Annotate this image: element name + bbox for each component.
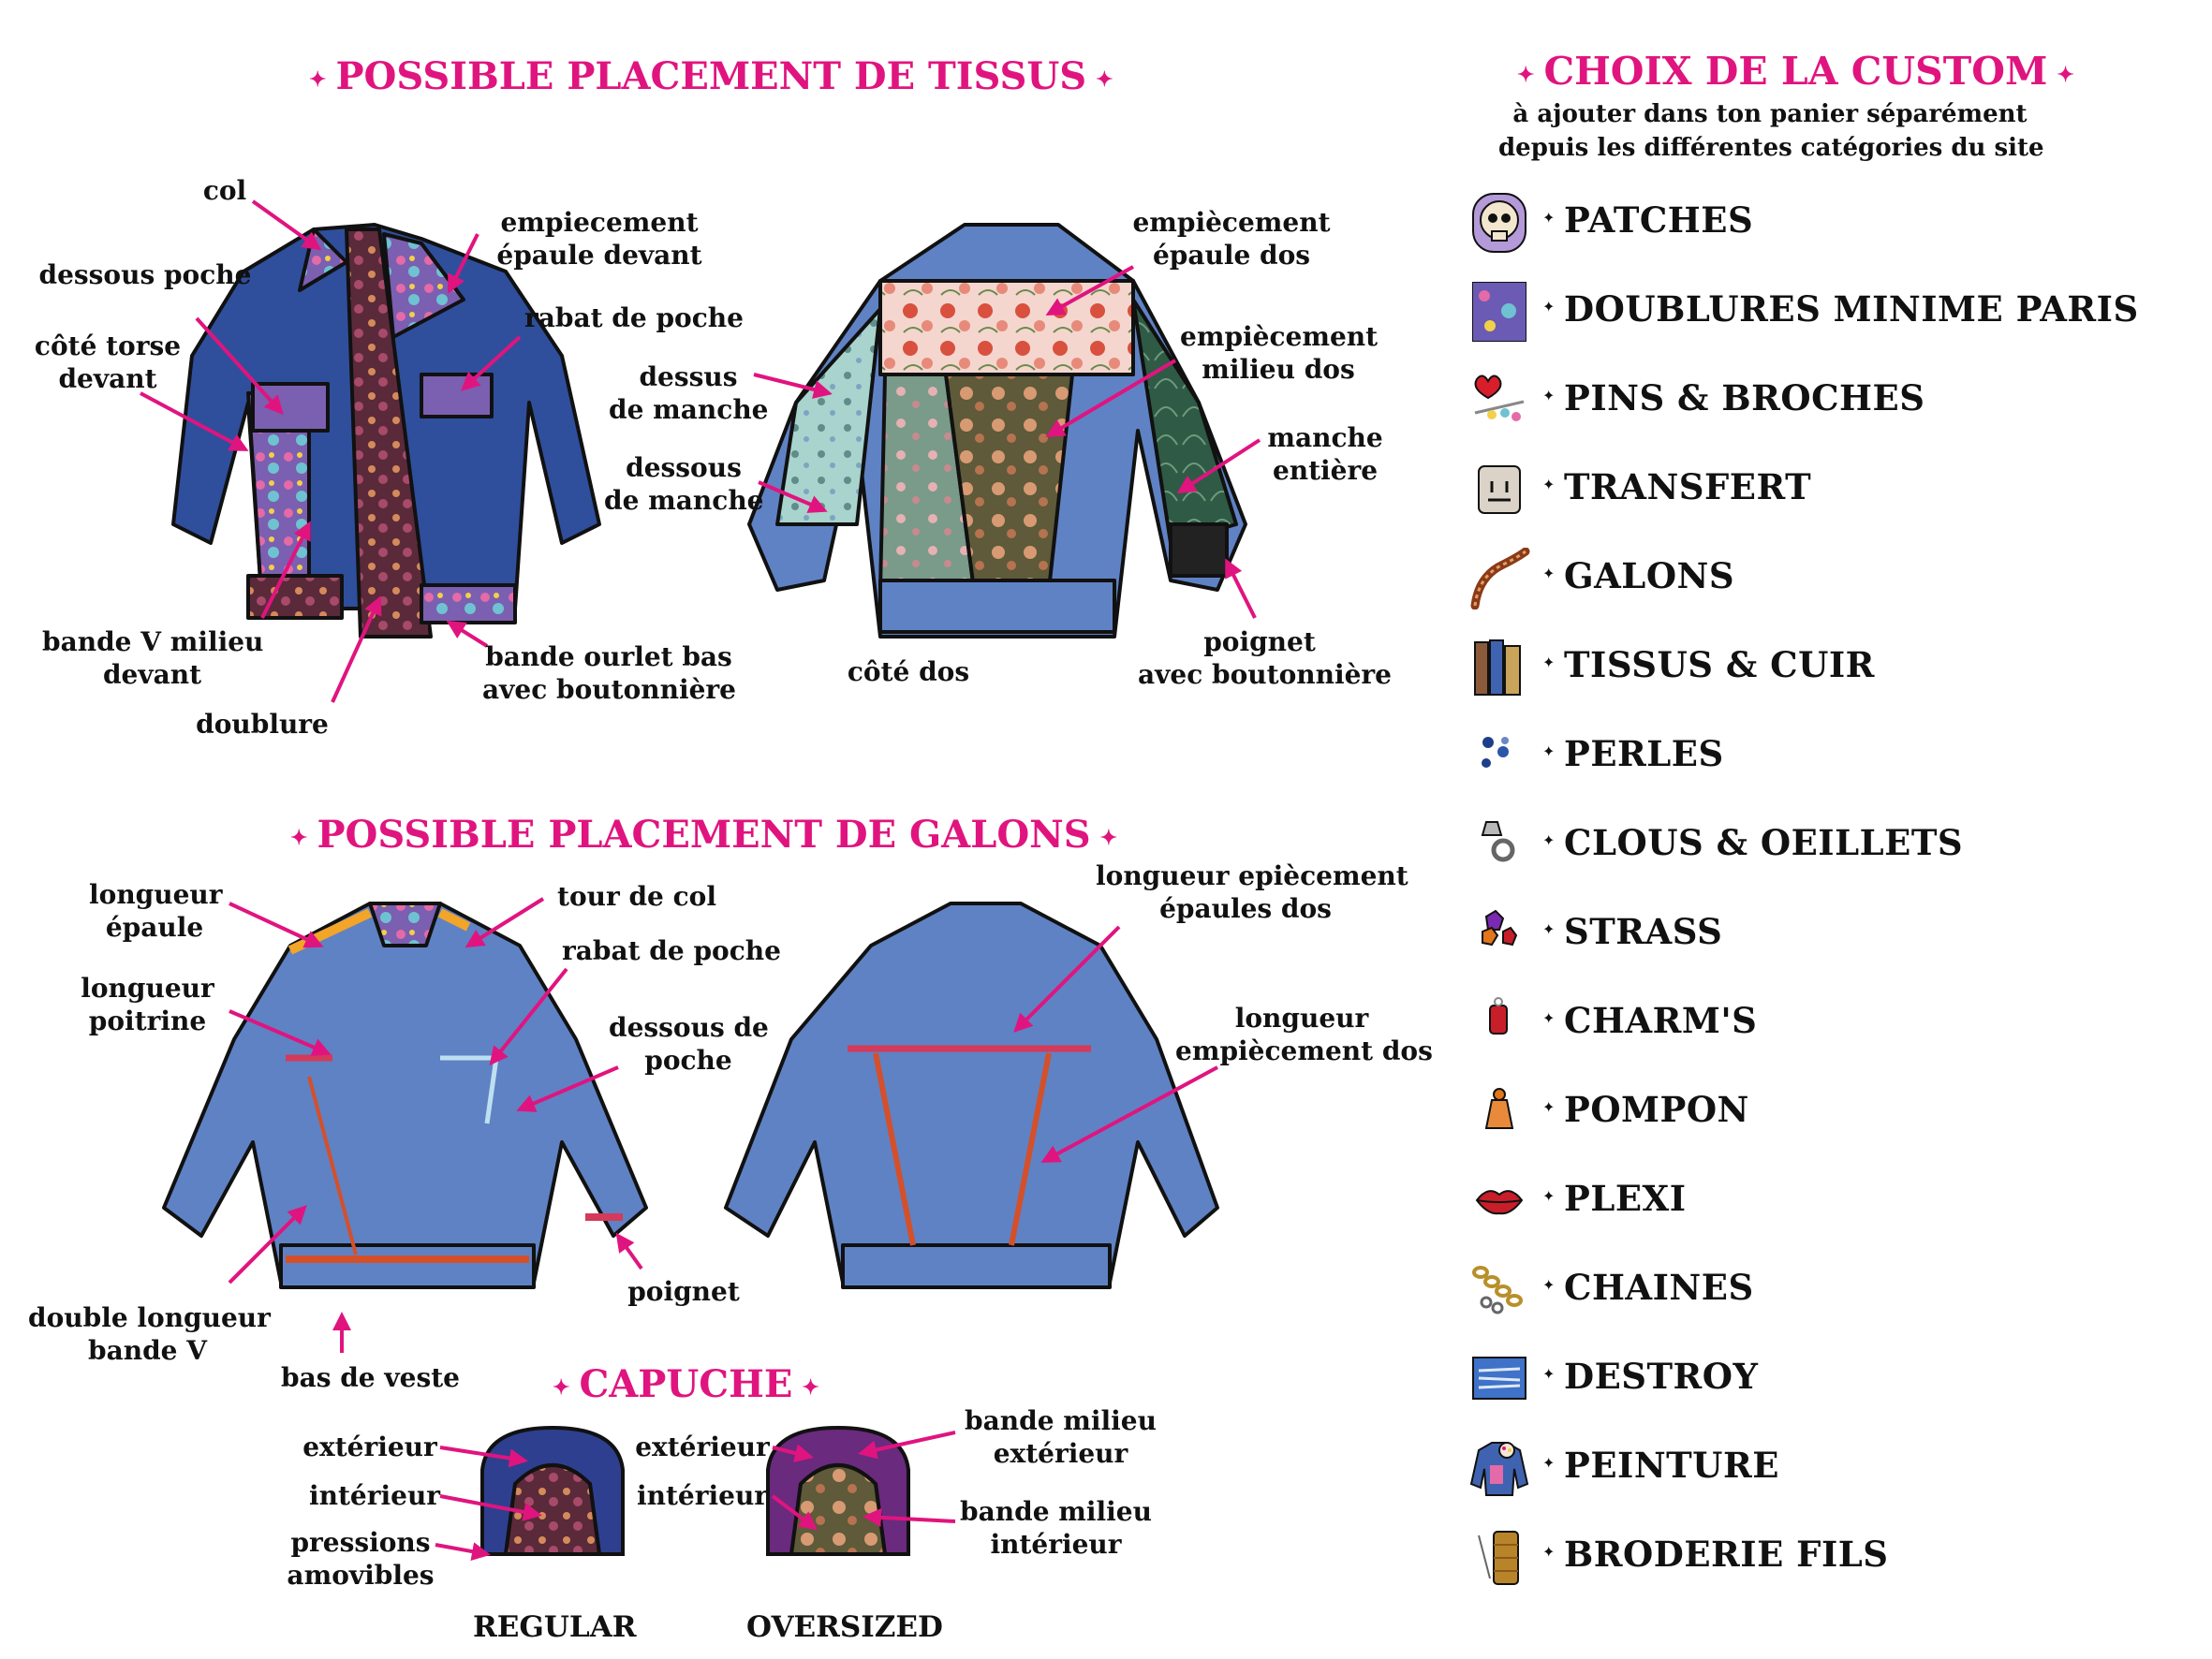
- label-oversized-bande-int-line-1: bande milieu: [960, 1496, 1152, 1527]
- custom-item-bullet: ✦: [1542, 1009, 1556, 1027]
- custom-item-label: DOUBLURES MINIME PARIS: [1564, 288, 2139, 330]
- label-bande-v-line-2: devant: [102, 659, 202, 690]
- label-longueur-empiecement-dos-line-1: longueur: [1234, 1003, 1369, 1034]
- custom-item-bullet: ✦: [1542, 920, 1556, 938]
- label-longueur-poitrine-line-2: poitrine: [88, 1006, 207, 1036]
- back-jacket-tissus: [749, 225, 1246, 637]
- label-dessus-manche-line-2: de manche: [609, 394, 769, 425]
- beads-icon: [1466, 726, 1533, 787]
- custom-item-peinture[interactable]: [1447, 1435, 2177, 1501]
- label-double-longueur-line-1: double longueur: [28, 1302, 271, 1333]
- label-poignet-galons-line-1: poignet: [627, 1276, 740, 1307]
- custom-item-bullet: ✦: [1542, 209, 1556, 227]
- label-oversized-bande-ext-line-2: extérieur: [993, 1438, 1128, 1469]
- label-doublure: [192, 708, 332, 741]
- destroy-icon: [1466, 1348, 1533, 1410]
- custom-item-bullet: ✦: [1542, 476, 1556, 493]
- custom-item-label: GALONS: [1564, 555, 1735, 596]
- label-dessous-de-poche-line-2: poche: [644, 1045, 732, 1076]
- label-longueur-epaules-dos-line-2: épaules dos: [1159, 893, 1332, 924]
- custom-item-bullet: ✦: [1542, 387, 1556, 404]
- label-poignet-tissus-line-2: avec boutonnière: [1138, 659, 1392, 690]
- label-cote-torse-line-2: devant: [58, 363, 157, 394]
- label-cote-torse-line-1: côté torse: [34, 330, 182, 361]
- label-manche-entiere-line-1: manche: [1267, 422, 1383, 453]
- custom-item-label: CHARM'S: [1564, 1000, 1758, 1041]
- fabric-rolls-icon: [1466, 637, 1533, 698]
- label-empiecement-milieu: [1180, 320, 1377, 386]
- label-longueur-poitrine-line-1: longueur: [81, 973, 214, 1004]
- label-dessous-manche-line-1: dessous: [626, 452, 742, 483]
- custom-item-pompon[interactable]: [1447, 1079, 2177, 1145]
- label-regular-exterieur: [300, 1431, 440, 1463]
- custom-item-bullet: ✦: [1542, 1543, 1556, 1561]
- label-empiecement-epaule-dos-line-2: épaule dos: [1152, 240, 1311, 271]
- label-empiecement-milieu-line-1: empiècement: [1180, 321, 1379, 352]
- custom-item-bullet: ✦: [1542, 1276, 1556, 1294]
- chain-icon: [1466, 1259, 1533, 1321]
- custom-item-label: PATCHES: [1564, 199, 1754, 241]
- label-empiecement-epaule-dos-line-1: empiècement: [1132, 207, 1331, 238]
- label-empiecement-epaule: [492, 206, 707, 272]
- custom-item-strass[interactable]: [1447, 902, 2177, 967]
- custom-item-label: TISSUS & CUIR: [1564, 644, 1875, 685]
- caption-regular: REGULAR: [473, 1610, 637, 1644]
- custom-item-clous[interactable]: [1447, 813, 2177, 878]
- custom-item-bullet: ✦: [1542, 831, 1556, 849]
- custom-subtitle-line-1: à ajouter dans ton panier séparément: [1512, 100, 2028, 128]
- label-col-line-1: col: [202, 175, 247, 206]
- custom-item-bullet: ✦: [1542, 298, 1556, 316]
- custom-item-broderie[interactable]: [1447, 1524, 2177, 1590]
- label-manche-entiere: [1264, 421, 1386, 487]
- label-poignet-tissus-line-1: poignet: [1203, 626, 1316, 657]
- label-longueur-epaule-line-2: épaule: [105, 912, 204, 943]
- custom-item-label: PLEXI: [1564, 1178, 1687, 1219]
- rhinestone-icon: [1466, 903, 1533, 965]
- label-oversized-interieur-line-1: intérieur: [637, 1480, 769, 1511]
- label-tour-col: [553, 880, 721, 913]
- custom-item-patches[interactable]: [1447, 190, 2177, 256]
- label-oversized-bande-int: [955, 1495, 1157, 1561]
- custom-item-bullet: ✦: [1542, 653, 1556, 671]
- label-bande-v-line-1: bande V milieu: [42, 626, 264, 657]
- label-double-longueur: [28, 1301, 271, 1367]
- label-manche-entiere-line-2: entière: [1272, 455, 1379, 486]
- label-dessus-manche: [609, 360, 768, 426]
- label-bas-veste: [281, 1361, 459, 1394]
- lips-icon: [1466, 1170, 1533, 1232]
- label-regular-pressions: [286, 1526, 435, 1592]
- transfer-icon: [1466, 459, 1533, 521]
- custom-item-perles[interactable]: [1447, 724, 2177, 789]
- studs-icon: [1466, 815, 1533, 876]
- custom-item-chaines[interactable]: [1447, 1257, 2177, 1323]
- custom-item-label: POMPON: [1564, 1089, 1749, 1130]
- label-bande-ourlet-line-1: bande ourlet bas: [485, 641, 732, 672]
- label-oversized-exterieur-line-1: extérieur: [635, 1431, 770, 1462]
- label-cote-dos-line-1: côté dos: [847, 656, 970, 687]
- label-cote-torse: [33, 330, 183, 395]
- custom-item-bullet: ✦: [1542, 1187, 1556, 1205]
- label-bande-ourlet: [482, 640, 735, 706]
- custom-item-plexi[interactable]: [1447, 1168, 2177, 1234]
- label-longueur-empiecement-dos-line-2: empiècement dos: [1175, 1035, 1433, 1066]
- hood-regular: [482, 1428, 623, 1554]
- custom-item-label: PEINTURE: [1564, 1445, 1779, 1486]
- label-bande-ourlet-line-2: avec boutonnière: [482, 674, 736, 705]
- custom-item-label: PINS & BROCHES: [1564, 377, 1925, 418]
- label-empiecement-epaule-line-2: épaule devant: [496, 240, 702, 271]
- back-jacket-galons: [726, 903, 1217, 1287]
- label-longueur-epaules-dos: [1096, 859, 1408, 925]
- label-empiecement-milieu-line-2: milieu dos: [1202, 354, 1355, 385]
- galons-title-text: POSSIBLE PLACEMENT DE GALONS: [317, 813, 1091, 857]
- label-rabat-poche-tissus-line-1: rabat de poche: [524, 302, 744, 333]
- custom-item-charms[interactable]: [1447, 991, 2177, 1056]
- label-dessus-manche-line-1: dessus: [639, 361, 738, 392]
- label-longueur-epaules-dos-line-1: longueur epiècement: [1096, 860, 1408, 891]
- label-longueur-poitrine: [80, 972, 215, 1037]
- label-poignet-galons: [627, 1275, 740, 1308]
- custom-item-label: CLOUS & OEILLETS: [1564, 822, 1964, 863]
- tissus-title: ✦ POSSIBLE PLACEMENT DE TISSUS ✦: [309, 54, 1113, 98]
- tassel-icon: [1466, 1081, 1533, 1143]
- charm-icon: [1466, 992, 1533, 1054]
- custom-item-destroy[interactable]: [1447, 1346, 2177, 1412]
- caption-oversized: OVERSIZED: [746, 1610, 943, 1644]
- label-empiecement-epaule-dos: [1119, 206, 1344, 272]
- label-dessous-manche-line-2: de manche: [604, 485, 764, 516]
- custom-item-label: TRANSFERT: [1564, 466, 1812, 507]
- custom-title: ✦ CHOIX DE LA CUSTOM ✦: [1517, 49, 2074, 94]
- label-double-longueur-line-2: bande V: [88, 1335, 207, 1366]
- thread-spool-icon: [1466, 1526, 1533, 1588]
- label-rabat-poche-tissus: [524, 301, 744, 334]
- custom-title-text: CHOIX DE LA CUSTOM: [1543, 49, 2048, 94]
- label-tour-col-line-1: tour de col: [557, 881, 716, 912]
- custom-item-galons[interactable]: [1447, 546, 2177, 611]
- custom-item-label: DESTROY: [1564, 1356, 1759, 1397]
- label-poignet-tissus: [1138, 625, 1392, 691]
- label-dessous-de-poche: [609, 1011, 768, 1077]
- galons-title: ✦ POSSIBLE PLACEMENT DE GALONS ✦: [290, 813, 1118, 857]
- custom-item-bullet: ✦: [1542, 1098, 1556, 1116]
- label-regular-pressions-line-1: pressions: [290, 1527, 431, 1558]
- custom-item-label: BRODERIE FILS: [1564, 1534, 1889, 1575]
- custom-item-transfert[interactable]: [1447, 457, 2177, 522]
- skull-patch-icon: [1466, 192, 1533, 254]
- custom-item-label: PERLES: [1564, 733, 1724, 774]
- label-dessous-poche-line-1: dessous poche: [38, 259, 252, 290]
- label-cote-dos: [843, 655, 974, 688]
- label-oversized-interieur: [637, 1479, 768, 1512]
- custom-item-bullet: ✦: [1542, 1365, 1556, 1383]
- label-empiecement-epaule-line-1: empiecement: [500, 207, 699, 238]
- label-regular-exterieur-line-1: extérieur: [302, 1431, 437, 1462]
- label-dessous-manche: [604, 451, 763, 517]
- label-rabat-poche-galons: [562, 934, 781, 967]
- capuche-title-text: CAPUCHE: [579, 1362, 793, 1406]
- label-dessous-poche: [37, 258, 253, 291]
- custom-subtitle: [1498, 97, 2042, 165]
- label-longueur-epaule: [89, 878, 223, 944]
- label-col: [197, 174, 253, 207]
- pin-brooch-icon: [1466, 370, 1533, 432]
- label-regular-interieur: [309, 1479, 440, 1512]
- label-regular-interieur-line-1: intérieur: [309, 1480, 441, 1511]
- paint-jacket-icon: [1466, 1437, 1533, 1499]
- label-regular-pressions-line-2: amovibles: [287, 1560, 435, 1591]
- label-oversized-exterieur: [632, 1431, 773, 1463]
- label-oversized-bande-int-line-2: intérieur: [990, 1529, 1122, 1560]
- custom-item-bullet: ✦: [1542, 565, 1556, 582]
- label-rabat-poche-galons-line-1: rabat de poche: [562, 935, 781, 966]
- custom-item-label: STRASS: [1564, 911, 1723, 952]
- tissus-title-text: POSSIBLE PLACEMENT DE TISSUS: [335, 54, 1087, 98]
- custom-item-bullet: ✦: [1542, 1454, 1556, 1472]
- label-longueur-epaule-line-1: longueur: [89, 879, 223, 910]
- custom-item-pins[interactable]: [1447, 368, 2177, 433]
- label-oversized-bande-ext-line-1: bande milieu: [965, 1405, 1157, 1436]
- label-dessous-de-poche-line-1: dessous de: [609, 1012, 769, 1043]
- label-oversized-bande-ext: [960, 1404, 1161, 1470]
- custom-item-bullet: ✦: [1542, 742, 1556, 760]
- label-bas-veste-line-1: bas de veste: [281, 1362, 460, 1393]
- label-longueur-empiecement-dos: [1175, 1002, 1433, 1067]
- fabric-swatch-icon: [1466, 281, 1533, 343]
- custom-item-tissus-cuir[interactable]: [1447, 635, 2177, 700]
- custom-item-label: CHAINES: [1564, 1267, 1754, 1308]
- capuche-title: ✦ CAPUCHE ✦: [553, 1362, 819, 1406]
- custom-item-doublures[interactable]: [1447, 279, 2177, 345]
- custom-subtitle-line-2: depuis les différentes catégories du site: [1498, 134, 2044, 162]
- label-bande-v: [42, 625, 262, 691]
- label-doublure-line-1: doublure: [196, 709, 329, 740]
- ribbon-icon: [1466, 548, 1533, 609]
